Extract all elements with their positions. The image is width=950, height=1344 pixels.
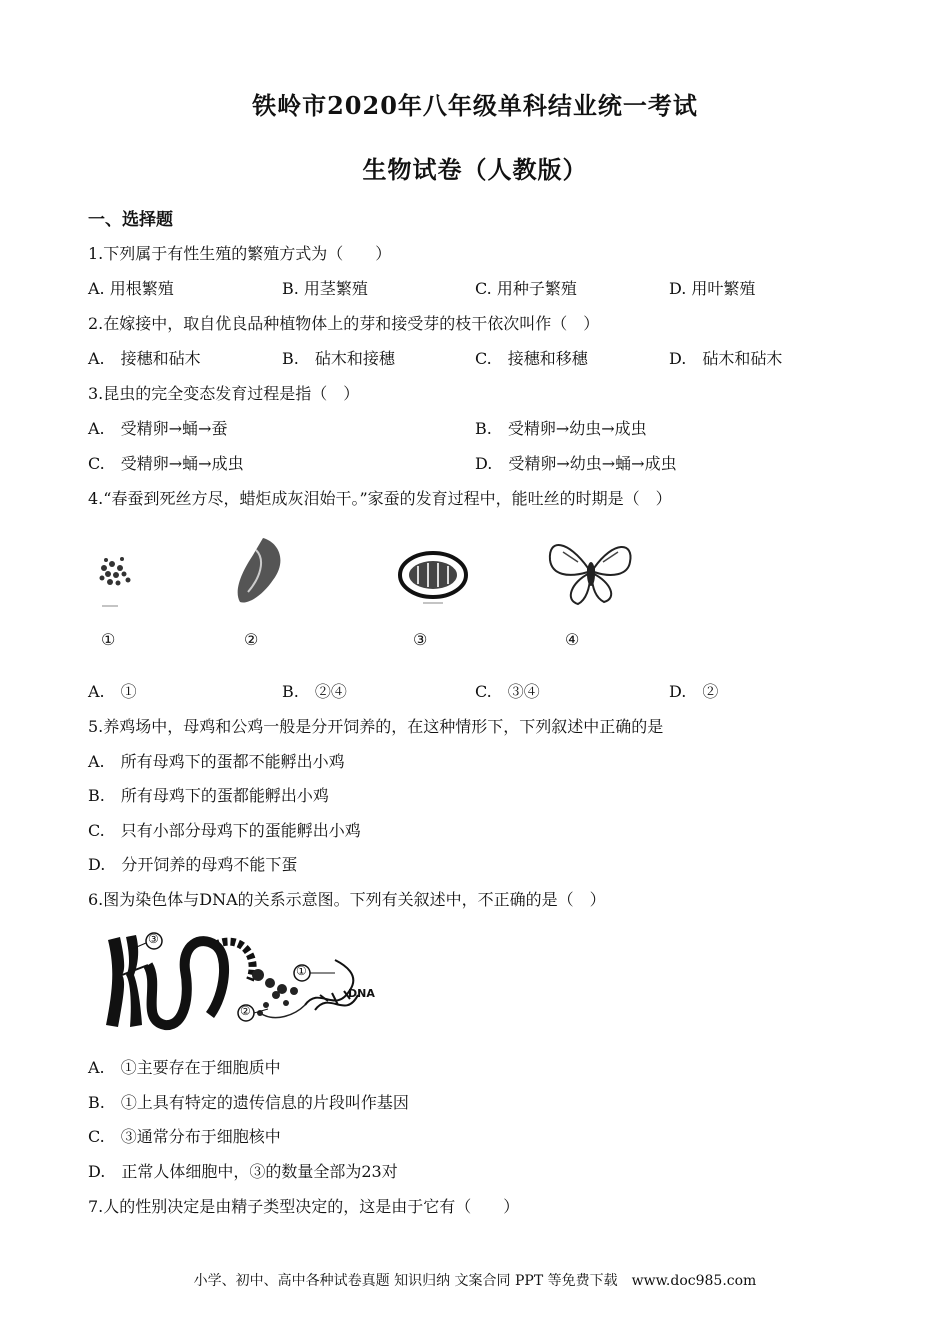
question-2-stem: 2.在嫁接中，取自优良品种植物体上的芽和接受芽的枝干依次叫作（ ）: [88, 314, 600, 333]
q5-option-b: B. 所有母鸡下的蛋都能孵出小鸡: [88, 786, 329, 805]
q3-option-b: B. 受精卵→幼虫→成虫: [475, 419, 647, 438]
q5-option-d: D. 分开饲养的母鸡不能下蛋: [88, 855, 298, 874]
figure-label-3: ③: [413, 630, 428, 649]
page-footer: 小学、初中、高中各种试卷真题 知识归纳 文案合同 PPT 等免费下载 www.doc985.com: [193, 1273, 757, 1289]
q6-option-b: B. ①上具有特定的遗传信息的片段叫作基因: [88, 1093, 409, 1112]
dna-text-label: DNA: [348, 987, 375, 1000]
chromosome-label-3: ③: [148, 932, 159, 946]
q4-option-b: B. ②④: [282, 682, 347, 701]
question-4-stem: 4.“春蚕到死丝方尽，蜡炬成灰泪始干。”家蚕的发育过程中，能吐丝的时期是（ ）: [88, 489, 672, 508]
q1-option-d: D. 用叶繁殖: [669, 279, 756, 298]
silkworm-moth-image: [550, 545, 631, 604]
silkworm-lifecycle-figure: [88, 530, 658, 615]
figure-label-1: ①: [101, 630, 116, 649]
exam-title: 铁岭市2020年八年级单科结业统一考试: [252, 91, 698, 120]
question-6-stem: 6.图为染色体与DNA的关系示意图。下列有关叙述中，不正确的是（ ）: [88, 890, 606, 909]
q3-option-a: A. 受精卵→蛹→蚕: [88, 419, 228, 438]
dna-helix-image: [305, 960, 358, 1010]
q2-option-b: B. 砧木和接穗: [282, 349, 395, 368]
silkworm-pupa-image: [400, 553, 466, 603]
q6-option-c: C. ③通常分布于细胞核中: [88, 1127, 281, 1146]
q6-option-a: A. ①主要存在于细胞质中: [88, 1058, 281, 1077]
chromosome-dna-figure: [100, 925, 390, 1035]
figure-label-2: ②: [244, 630, 259, 649]
q5-option-a: A. 所有母鸡下的蛋都不能孵出小鸡: [88, 752, 345, 771]
q2-option-c: C. 接穗和移穗: [475, 349, 588, 368]
q2-option-d: D. 砧木和砧木: [669, 349, 783, 368]
question-7-stem: 7.人的性别决定是由精子类型决定的，这是由于它有（ ）: [88, 1197, 520, 1216]
chromosome-image: [106, 935, 148, 1027]
q3-option-d: D. 受精卵→幼虫→蛹→成虫: [475, 454, 677, 473]
q1-option-a: A. 用根繁殖: [88, 279, 174, 298]
figure-label-4: ④: [565, 630, 580, 649]
silkworm-eggs-image: [100, 557, 131, 606]
q1-option-b: B. 用茎繁殖: [282, 279, 368, 298]
dna-label-1: ①: [296, 964, 307, 978]
q3-option-c: C. 受精卵→蛹→成虫: [88, 454, 244, 473]
q4-option-c: C. ③④: [475, 682, 540, 701]
protein-label-2: ②: [240, 1004, 251, 1018]
q5-option-c: C. 只有小部分母鸡下的蛋能孵出小鸡: [88, 821, 361, 840]
q4-option-d: D. ②: [669, 682, 719, 701]
q1-option-c: C. 用种子繁殖: [475, 279, 577, 298]
q2-option-a: A. 接穗和砧木: [88, 349, 201, 368]
question-5-stem: 5.养鸡场中，母鸡和公鸡一般是分开饲养的，在这种情形下，下列叙述中正确的是: [88, 717, 664, 736]
silkworm-larva-image: [238, 538, 281, 603]
question-1-stem: 1.下列属于有性生殖的繁殖方式为（ ）: [88, 244, 392, 263]
exam-subtitle: 生物试卷（人教版）: [362, 155, 588, 184]
question-3-stem: 3.昆虫的完全变态发育过程是指（ ）: [88, 384, 360, 403]
q4-option-a: A. ①: [88, 682, 137, 701]
q6-option-d: D. 正常人体细胞中，③的数量全部为23对: [88, 1162, 398, 1181]
section-heading: 一、选择题: [88, 210, 173, 230]
chromatin-coil-image: [148, 941, 253, 1025]
